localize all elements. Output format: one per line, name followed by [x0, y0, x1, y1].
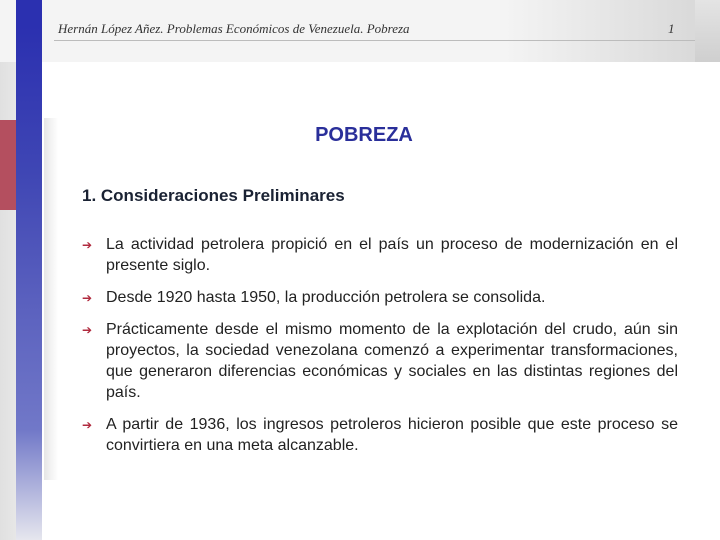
right-arrow-icon: ➔ — [82, 323, 93, 337]
page-number: 1 — [668, 21, 675, 36]
blue-accent-bar-fade — [16, 430, 42, 540]
section-heading: 1. Consideraciones Preliminares — [82, 186, 345, 205]
bullet-text: Desde 1920 hasta 1950, la producción petrolera se consolida. — [106, 289, 546, 306]
content-shadow — [44, 118, 58, 480]
bullet-text: Prácticamente desde el mismo momento de la explotación del crudo, aún sin proyectos, la sociedad venezolana comenzó a experimentar transformaciones, que generaron diferencias económicas y sociales en las distintas regiones del país. — [106, 321, 678, 401]
bullet-item — [82, 319, 678, 403]
bullet-item — [82, 234, 678, 276]
bullet-text: La actividad petrolera propició en el país un proceso de modernización en el presente siglo. — [106, 236, 678, 274]
right-arrow-icon: ➔ — [82, 238, 93, 252]
header-divider — [54, 40, 695, 41]
blue-accent-bar — [16, 0, 42, 430]
bullet-list — [82, 234, 678, 467]
right-arrow-icon: ➔ — [82, 291, 93, 305]
header-right-shade — [695, 0, 720, 62]
bullet-text: A partir de 1936, los ingresos petroleros hicieron posible que este proceso se convirtiera en una meta alcanzable. — [106, 416, 678, 454]
header-title: Hernán López Añez. Problemas Económicos de Venezuela. Pobreza — [58, 21, 410, 36]
bullet-item — [82, 414, 678, 456]
slide-title: POBREZA — [315, 124, 413, 146]
right-arrow-icon: ➔ — [82, 418, 93, 432]
bullet-item — [82, 287, 678, 308]
